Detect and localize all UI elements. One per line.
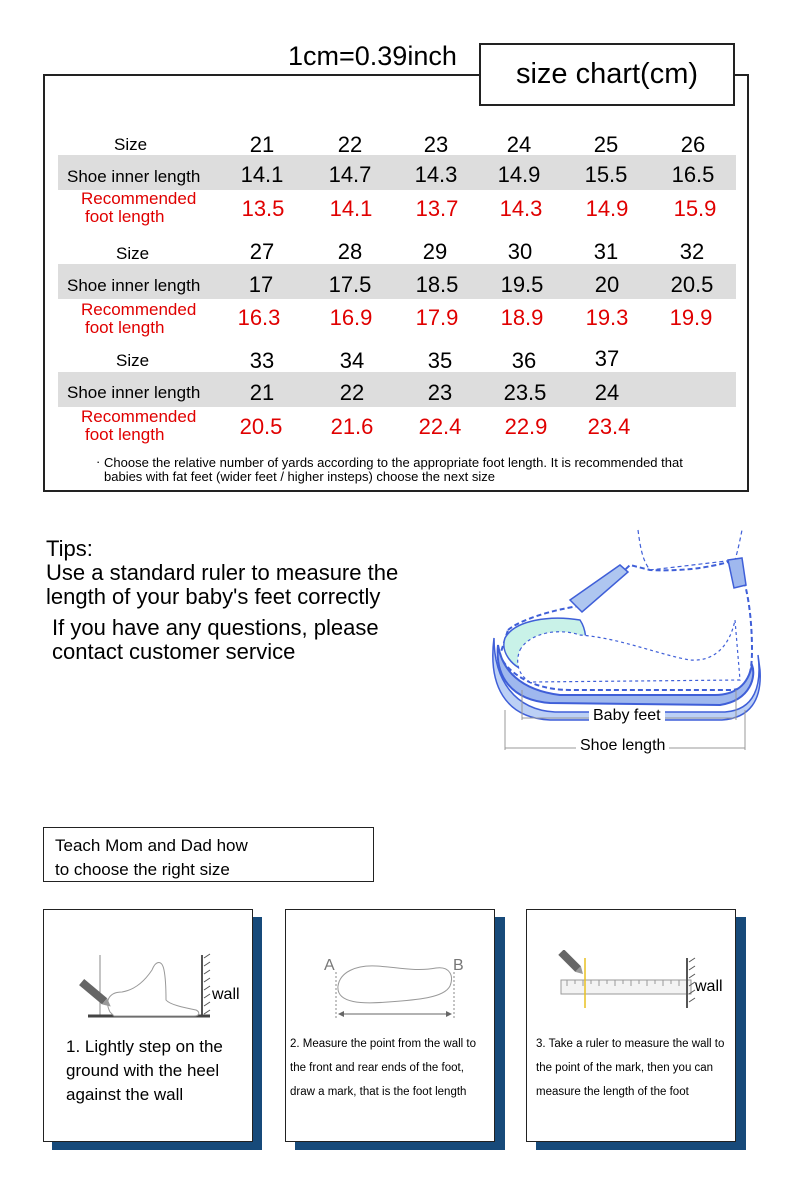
foot-length-cell: 17.9 (415, 305, 459, 330)
row-label-recommended-line2: foot length (85, 425, 165, 444)
shoe-measure-illustration (490, 520, 780, 765)
inner-length-cell: 15.5 (584, 162, 628, 187)
size-cell: 30 (507, 239, 533, 264)
foot-length-cell: 21.6 (330, 414, 374, 439)
inner-length-cell: 19.5 (500, 272, 544, 297)
step-card-3 (526, 909, 736, 1142)
foot-length-cell: 13.5 (241, 196, 285, 221)
shoe-length-label: Shoe length (576, 737, 669, 755)
teach-line-1: Teach Mom and Dad how (55, 836, 248, 855)
step-3-line-2: the point of the mark, then you can (536, 1062, 714, 1074)
size-cell: 29 (422, 239, 448, 264)
inner-length-cell: 14.9 (497, 162, 541, 187)
size-cell: 21 (249, 132, 275, 157)
foot-against-wall-icon (74, 950, 224, 1020)
inner-length-cell: 14.1 (240, 162, 284, 187)
foot-length-cell: 14.9 (585, 196, 629, 221)
note-bullet: · (96, 454, 101, 469)
step-1-line-1: 1. Lightly step on the (66, 1037, 223, 1056)
note-line-2: babies with fat feet (wider feet / higher insteps) choose the next size (104, 469, 495, 484)
size-cell: 26 (680, 132, 706, 157)
foot-length-cell: 20.5 (239, 414, 283, 439)
size-note (96, 454, 744, 484)
tips-heading: Tips: (46, 536, 93, 561)
foot-length-cell: 23.4 (587, 414, 631, 439)
inner-length-cell: 23.5 (503, 380, 547, 405)
step-1-text (66, 1035, 223, 1107)
row-label-size: Size (114, 135, 148, 154)
tips-line-5: contact customer service (52, 639, 296, 664)
note-line-1: Choose the relative number of yards according to the appropriate foot length. It is recommended that (104, 455, 683, 470)
inner-length-cell: 23 (427, 380, 453, 405)
row-label-inner-length: Shoe inner length (67, 383, 201, 402)
tips-line-4: If you have any questions, please (52, 615, 379, 640)
size-cell: 32 (679, 239, 705, 264)
step-card-1 (43, 909, 253, 1142)
size-cell: 28 (337, 239, 363, 264)
inner-length-cell: 14.3 (414, 162, 458, 187)
step-1-line-3: against the wall (66, 1085, 184, 1104)
size-cell: 25 (593, 132, 619, 157)
tips-contact-text (52, 616, 379, 664)
step-3-text (536, 1032, 724, 1104)
row-label-inner-length: Shoe inner length (67, 276, 201, 295)
row-label-inner-length: Shoe inner length (67, 167, 201, 186)
row-label-recommended-line2: foot length (85, 318, 165, 337)
step-2-line-1: 2. Measure the point from the wall to (290, 1038, 477, 1050)
wall-label: wall (212, 986, 240, 1003)
step-3-line-1: 3. Take a ruler to measure the wall to (536, 1038, 725, 1050)
row-label-size: Size (116, 244, 150, 263)
inner-length-cell: 14.7 (328, 162, 372, 187)
size-cell: 27 (249, 239, 275, 264)
size-cell: 34 (339, 348, 365, 373)
row-label-recommended (81, 301, 196, 337)
point-a-label: A (324, 957, 335, 974)
foot-outline-icon (316, 950, 466, 1025)
step-2-line-3: draw a mark, that is the foot length (290, 1086, 467, 1098)
baby-feet-label: Baby feet (589, 707, 665, 725)
inner-length-cell: 22 (339, 380, 365, 405)
foot-length-cell: 14.3 (499, 196, 543, 221)
foot-length-cell: 18.9 (500, 305, 544, 330)
row-label-recommended (81, 408, 196, 444)
row-label-recommended-line1: Recommended (81, 407, 197, 426)
foot-length-cell: 14.1 (329, 196, 373, 221)
size-cell: 23 (423, 132, 449, 157)
step-2-line-2: the front and rear ends of the foot, (290, 1062, 464, 1074)
inner-length-cell: 17.5 (328, 272, 372, 297)
size-cell: 36 (511, 348, 537, 373)
ruler-measure-icon (557, 950, 707, 1010)
tips-text (46, 537, 398, 609)
inner-length-cell: 20 (594, 272, 620, 297)
step-1-line-2: ground with the heel (66, 1061, 220, 1080)
step-3-line-3: measure the length of the foot (536, 1086, 689, 1098)
size-chart-title (479, 43, 735, 106)
size-cell: 31 (593, 239, 619, 264)
inner-length-cell: 18.5 (415, 272, 459, 297)
row-label-size: Size (116, 351, 150, 370)
foot-length-cell: 13.7 (415, 196, 459, 221)
foot-length-cell: 16.3 (237, 305, 281, 330)
foot-length-cell: 22.4 (418, 414, 462, 439)
inner-length-cell: 21 (249, 380, 275, 405)
row-label-recommended-line1: Recommended (81, 300, 197, 319)
step-card-2 (285, 909, 495, 1142)
teach-box (43, 827, 374, 882)
foot-length-cell: 19.9 (669, 305, 713, 330)
size-cell: 35 (427, 348, 453, 373)
foot-length-cell: 22.9 (504, 414, 548, 439)
row-label-recommended-line2: foot length (85, 207, 165, 226)
inner-length-cell: 20.5 (670, 272, 714, 297)
foot-length-cell: 16.9 (329, 305, 373, 330)
size-cell: 37 (594, 346, 620, 371)
step-2-text (290, 1032, 476, 1104)
row-label-recommended-line1: Recommended (81, 189, 197, 208)
row-label-recommended (81, 190, 196, 226)
size-cell: 24 (506, 132, 532, 157)
inner-length-cell: 24 (594, 380, 620, 405)
tips-line-2: Use a standard ruler to measure the (46, 560, 399, 585)
foot-length-cell: 15.9 (673, 196, 717, 221)
teach-line-2: to choose the right size (55, 860, 230, 879)
size-chart-title-text: size chart(cm) (515, 58, 699, 90)
tips-line-3: length of your baby's feet correctly (46, 584, 381, 609)
inner-length-cell: 17 (248, 272, 274, 297)
inner-length-cell: 16.5 (671, 162, 715, 187)
foot-length-cell: 19.3 (585, 305, 629, 330)
conversion-text: 1cm=0.39inch (288, 41, 457, 71)
size-cell: 33 (249, 348, 275, 373)
wall-label: wall (695, 978, 723, 995)
point-b-label: B (453, 957, 464, 974)
size-cell: 22 (337, 132, 363, 157)
